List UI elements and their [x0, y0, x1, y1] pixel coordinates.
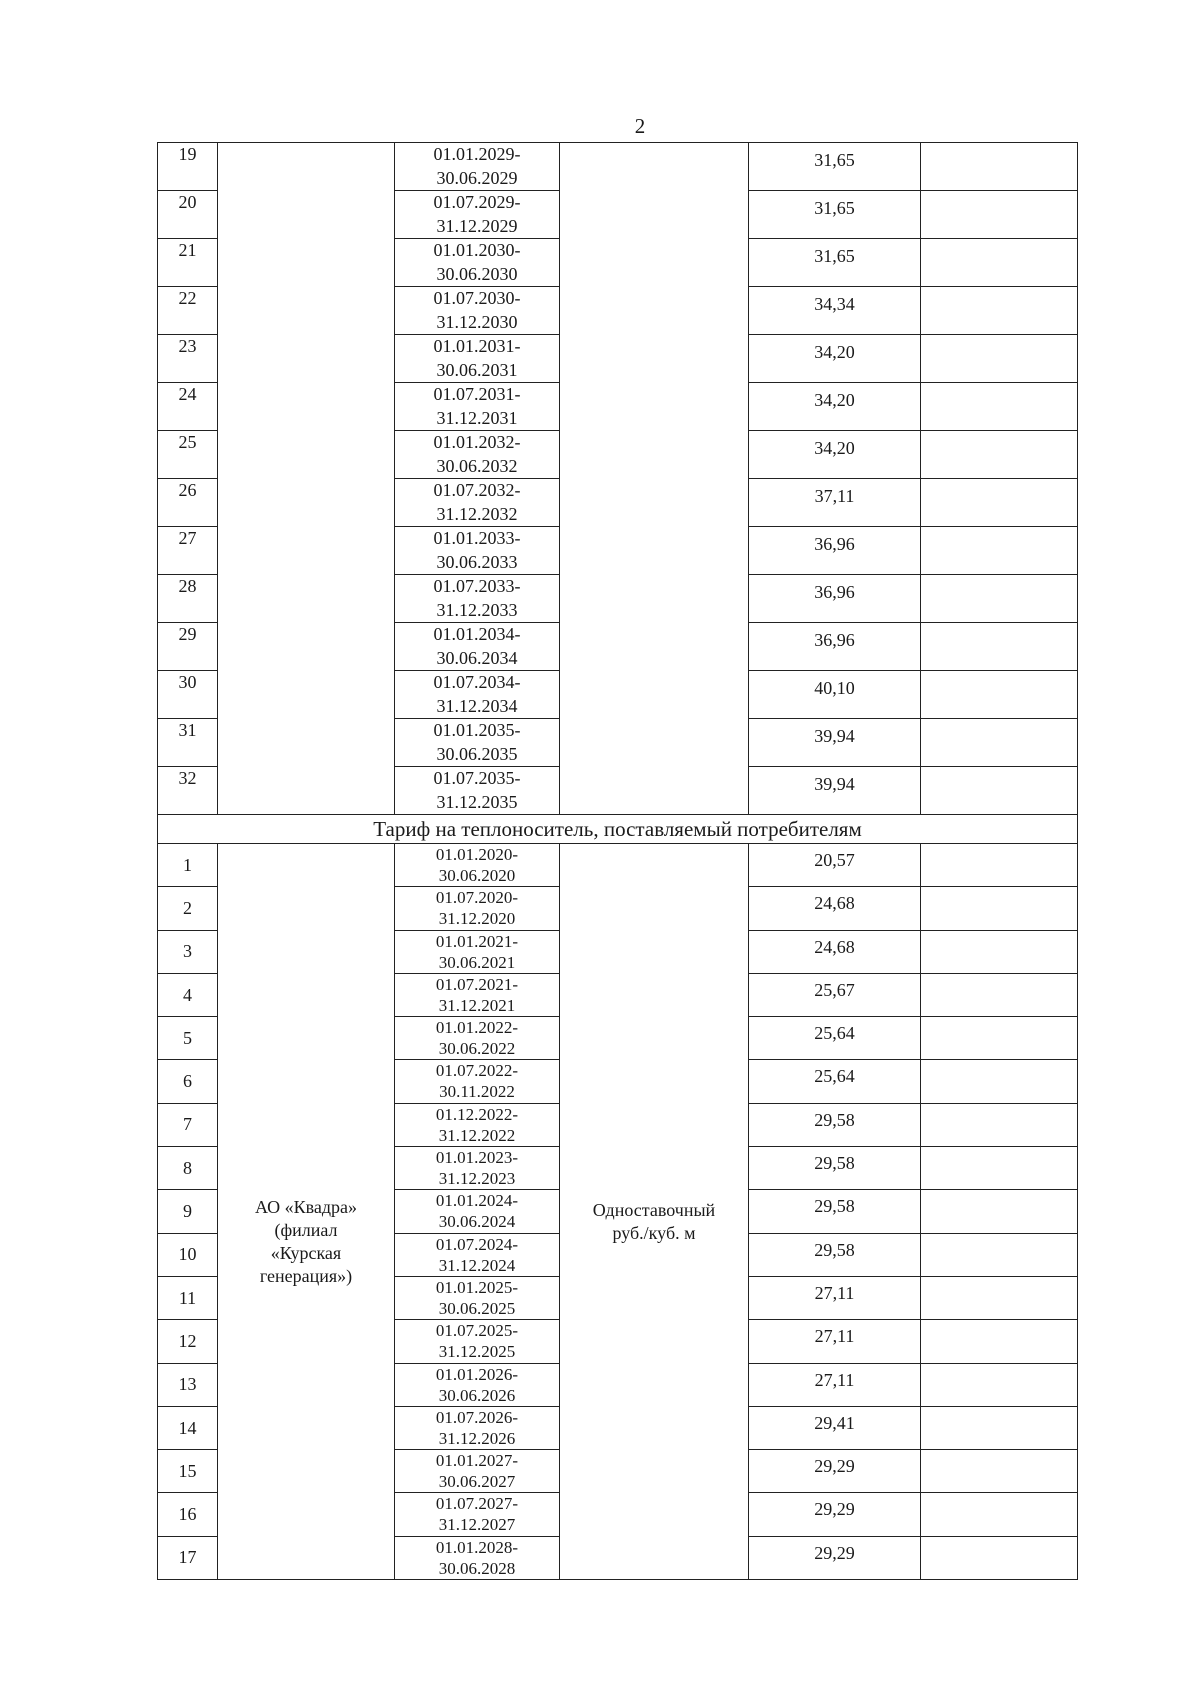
row-number: 26: [158, 479, 218, 527]
row-number: 12: [158, 1320, 218, 1363]
period-cell: 01.01.2027- 30.06.2027: [395, 1450, 560, 1493]
empty-cell: [921, 1017, 1078, 1060]
organization-cell: АО «Квадра» (филиал «Курская генерация»): [218, 844, 395, 1580]
period-cell: 01.01.2028- 30.06.2028: [395, 1536, 560, 1579]
tariff-value-cell: 24,68: [749, 887, 921, 930]
tariff-value-cell: 29,29: [749, 1450, 921, 1493]
period-cell: 01.01.2024- 30.06.2024: [395, 1190, 560, 1233]
period-cell: 01.07.2034- 31.12.2034: [395, 671, 560, 719]
row-number: 27: [158, 527, 218, 575]
row-number: 15: [158, 1450, 218, 1493]
empty-cell: [921, 1320, 1078, 1363]
row-number: 25: [158, 431, 218, 479]
row-number: 32: [158, 767, 218, 815]
row-number: 22: [158, 287, 218, 335]
period-cell: 01.07.2033- 31.12.2033: [395, 575, 560, 623]
row-number: 16: [158, 1493, 218, 1536]
empty-cell: [921, 287, 1078, 335]
empty-cell: [921, 383, 1078, 431]
empty-cell: [921, 671, 1078, 719]
row-number: 17: [158, 1536, 218, 1579]
row-number: 14: [158, 1406, 218, 1449]
row-number: 19: [158, 143, 218, 191]
section-title: Тариф на теплоноситель, поставляемый потребителям: [158, 815, 1078, 844]
empty-cell: [921, 1536, 1078, 1579]
empty-cell: [921, 887, 1078, 930]
row-number: 13: [158, 1363, 218, 1406]
tariff-value-cell: 36,96: [749, 623, 921, 671]
empty-cell: [921, 431, 1078, 479]
tariff-value-cell: 29,58: [749, 1233, 921, 1276]
empty-cell: [921, 623, 1078, 671]
row-number: 29: [158, 623, 218, 671]
empty-cell: [921, 844, 1078, 887]
row-number: 24: [158, 383, 218, 431]
period-cell: 01.12.2022- 31.12.2022: [395, 1103, 560, 1146]
tariff-value-cell: 34,20: [749, 383, 921, 431]
tariff-value-cell: 36,96: [749, 575, 921, 623]
row-number: 4: [158, 973, 218, 1016]
tariff-value-cell: 36,96: [749, 527, 921, 575]
row-number: 11: [158, 1276, 218, 1319]
page-number: 2: [634, 114, 646, 138]
tariff-value-cell: 25,64: [749, 1060, 921, 1103]
period-cell: 01.07.2025- 31.12.2025: [395, 1320, 560, 1363]
table-row: [158, 143, 1078, 191]
empty-cell: [921, 575, 1078, 623]
empty-cell: [921, 930, 1078, 973]
tariff-value-cell: 27,11: [749, 1363, 921, 1406]
row-number: 21: [158, 239, 218, 287]
empty-cell: [921, 719, 1078, 767]
period-cell: 01.07.2029- 31.12.2029: [395, 191, 560, 239]
organization-cell-empty: [218, 143, 395, 815]
empty-cell: [921, 335, 1078, 383]
empty-cell: [921, 1103, 1078, 1146]
tariff-value-cell: 31,65: [749, 143, 921, 191]
period-cell: 01.01.2029- 30.06.2029: [395, 143, 560, 191]
period-cell: 01.01.2032- 30.06.2032: [395, 431, 560, 479]
period-cell: 01.01.2031- 30.06.2031: [395, 335, 560, 383]
table-row: [158, 844, 1078, 887]
tariff-value-cell: 39,94: [749, 767, 921, 815]
row-number: 3: [158, 930, 218, 973]
empty-cell: [921, 479, 1078, 527]
row-number: 1: [158, 844, 218, 887]
row-number: 10: [158, 1233, 218, 1276]
tariff-value-cell: 25,67: [749, 973, 921, 1016]
period-cell: 01.01.2030- 30.06.2030: [395, 239, 560, 287]
tariff-type-cell-empty: [560, 143, 749, 815]
period-cell: 01.01.2033- 30.06.2033: [395, 527, 560, 575]
row-number: 6: [158, 1060, 218, 1103]
tariff-value-cell: 34,20: [749, 335, 921, 383]
tariff-value-cell: 27,11: [749, 1320, 921, 1363]
tariff-table: [157, 142, 1078, 1580]
row-number: 8: [158, 1147, 218, 1190]
period-cell: 01.07.2022- 30.11.2022: [395, 1060, 560, 1103]
empty-cell: [921, 1493, 1078, 1536]
tariff-value-cell: 37,11: [749, 479, 921, 527]
empty-cell: [921, 239, 1078, 287]
row-number: 9: [158, 1190, 218, 1233]
tariff-value-cell: 39,94: [749, 719, 921, 767]
period-cell: 01.01.2026- 30.06.2026: [395, 1363, 560, 1406]
period-cell: 01.01.2025- 30.06.2025: [395, 1276, 560, 1319]
empty-cell: [921, 1190, 1078, 1233]
tariff-value-cell: 34,34: [749, 287, 921, 335]
empty-cell: [921, 1147, 1078, 1190]
row-number: 2: [158, 887, 218, 930]
tariff-value-cell: 25,64: [749, 1017, 921, 1060]
period-cell: 01.07.2031- 31.12.2031: [395, 383, 560, 431]
row-number: 28: [158, 575, 218, 623]
tariff-value-cell: 31,65: [749, 191, 921, 239]
period-cell: 01.01.2023- 31.12.2023: [395, 1147, 560, 1190]
period-cell: 01.07.2027- 31.12.2027: [395, 1493, 560, 1536]
row-number: 7: [158, 1103, 218, 1146]
empty-cell: [921, 1276, 1078, 1319]
empty-cell: [921, 143, 1078, 191]
section-heading-row: [158, 815, 1078, 844]
period-cell: 01.01.2034- 30.06.2034: [395, 623, 560, 671]
row-number: 31: [158, 719, 218, 767]
tariff-value-cell: 29,58: [749, 1147, 921, 1190]
tariff-value-cell: 29,41: [749, 1406, 921, 1449]
row-number: 23: [158, 335, 218, 383]
empty-cell: [921, 1233, 1078, 1276]
empty-cell: [921, 1450, 1078, 1493]
period-cell: 01.01.2021- 30.06.2021: [395, 930, 560, 973]
empty-cell: [921, 1363, 1078, 1406]
tariff-value-cell: 29,58: [749, 1190, 921, 1233]
period-cell: 01.07.2021- 31.12.2021: [395, 973, 560, 1016]
empty-cell: [921, 973, 1078, 1016]
tariff-value-cell: 29,29: [749, 1536, 921, 1579]
tariff-value-cell: 29,58: [749, 1103, 921, 1146]
tariff-value-cell: 31,65: [749, 239, 921, 287]
tariff-value-cell: 40,10: [749, 671, 921, 719]
period-cell: 01.07.2020- 31.12.2020: [395, 887, 560, 930]
tariff-value-cell: 29,29: [749, 1493, 921, 1536]
period-cell: 01.01.2020- 30.06.2020: [395, 844, 560, 887]
empty-cell: [921, 1060, 1078, 1103]
tariff-value-cell: 24,68: [749, 930, 921, 973]
period-cell: 01.07.2024- 31.12.2024: [395, 1233, 560, 1276]
row-number: 30: [158, 671, 218, 719]
empty-cell: [921, 767, 1078, 815]
tariff-value-cell: 27,11: [749, 1276, 921, 1319]
empty-cell: [921, 1406, 1078, 1449]
period-cell: 01.07.2035- 31.12.2035: [395, 767, 560, 815]
period-cell: 01.01.2022- 30.06.2022: [395, 1017, 560, 1060]
period-cell: 01.07.2032- 31.12.2032: [395, 479, 560, 527]
period-cell: 01.07.2026- 31.12.2026: [395, 1406, 560, 1449]
tariff-type-cell: Одноставочный руб./куб. м: [560, 844, 749, 1580]
row-number: 5: [158, 1017, 218, 1060]
row-number: 20: [158, 191, 218, 239]
period-cell: 01.01.2035- 30.06.2035: [395, 719, 560, 767]
tariff-value-cell: 20,57: [749, 844, 921, 887]
empty-cell: [921, 527, 1078, 575]
tariff-value-cell: 34,20: [749, 431, 921, 479]
empty-cell: [921, 191, 1078, 239]
period-cell: 01.07.2030- 31.12.2030: [395, 287, 560, 335]
